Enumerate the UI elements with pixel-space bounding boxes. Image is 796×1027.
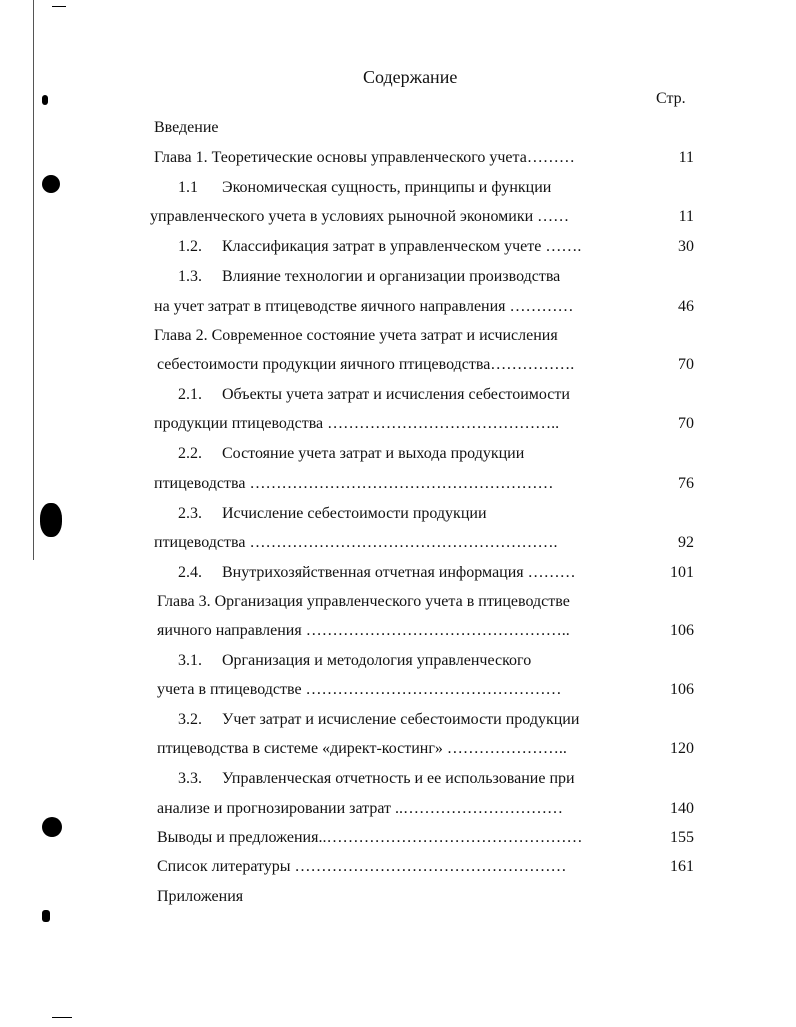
toc-references-page: 161	[670, 858, 694, 875]
toc-section-2-4-number: 2.4.	[178, 564, 202, 581]
punch-hole-mark	[42, 910, 50, 922]
toc-section-3-1-number: 3.1.	[178, 652, 202, 669]
toc-introduction: Введение	[154, 119, 219, 136]
page-column-header: Стр.	[656, 90, 686, 107]
toc-section-2-1	[178, 385, 570, 405]
toc-section-2-4-page: 101	[670, 564, 694, 581]
toc-section-3-3-page: 140	[670, 800, 694, 817]
toc-section-1-1-cont: управленческого учета в условиях рыночной экономики ……	[150, 208, 570, 225]
toc-section-3-3-cont: анализе и прогнозировании затрат ..…………………………	[157, 800, 564, 817]
punch-hole	[42, 817, 62, 837]
toc-chapter-3-cont: яичного направления …………………………………………..	[157, 622, 570, 639]
toc-section-2-2-number: 2.2.	[178, 445, 202, 462]
toc-section-3-1-page: 106	[670, 681, 694, 698]
toc-section-1-1-page: 11	[678, 208, 694, 225]
toc-conclusions-page: 155	[670, 829, 694, 846]
toc-section-2-2-page: 76	[678, 475, 694, 492]
toc-section-2-3-page: 92	[678, 534, 694, 551]
toc-section-2-2	[178, 444, 524, 464]
toc-references: Список литературы ……………………………………………	[157, 858, 567, 875]
toc-section-1-3-number: 1.3.	[178, 268, 202, 285]
toc-section-2-3-title: Исчисление себестоимости продукции	[222, 505, 487, 522]
toc-section-2-1-title: Объекты учета затрат и исчисления себестоимости	[222, 386, 570, 403]
toc-section-3-1-cont: учета в птицеводстве …………………………………………	[157, 681, 562, 698]
toc-chapter-1-page: 11	[678, 149, 694, 166]
toc-section-3-3	[178, 769, 575, 789]
toc-conclusions: Выводы и предложения..…………………………………………	[157, 829, 583, 846]
toc-section-2-1-page: 70	[678, 415, 694, 432]
scan-mark-top	[52, 6, 66, 7]
punch-hole	[40, 503, 62, 537]
toc-section-3-2-page: 120	[670, 740, 694, 757]
toc-section-2-1-number: 2.1.	[178, 386, 202, 403]
toc-section-1-1-number: 1.1	[178, 179, 198, 196]
toc-section-1-3	[178, 267, 560, 287]
page-title: Содержание	[363, 67, 458, 87]
toc-section-2-2-title: Состояние учета затрат и выхода продукции	[222, 445, 525, 462]
toc-section-1-2	[178, 237, 581, 257]
toc-section-3-2-number: 3.2.	[178, 711, 202, 728]
toc-section-3-3-number: 3.3.	[178, 770, 202, 787]
toc-section-2-2-cont: птицеводства …………………………………………………	[154, 475, 554, 492]
scan-mark-bottom	[52, 1017, 72, 1018]
toc-chapter-1: Глава 1. Теоретические основы управленческого учета………	[154, 149, 575, 166]
toc-section-2-3-cont: птицеводства ………………………………………………….	[154, 534, 558, 551]
toc-section-2-3-number: 2.3.	[178, 505, 202, 522]
toc-chapter-2-cont: себестоимости продукции яичного птицеводства…………….	[157, 356, 575, 373]
toc-section-1-2-title: Классификация затрат в управленческом учете …….	[222, 238, 582, 255]
toc-section-1-1	[178, 178, 551, 198]
toc-chapter-3-page: 106	[670, 622, 694, 639]
toc-section-1-1-title: Экономическая сущность, принципы и функции	[222, 179, 552, 196]
toc-section-3-2-title: Учет затрат и исчисление себестоимости продукции	[222, 711, 580, 728]
toc-section-3-2-cont: птицеводства в системе «директ-костинг» …………………..	[157, 740, 567, 757]
toc-chapter-3: Глава 3. Организация управленческого учета в птицеводстве	[157, 593, 570, 610]
punch-hole	[42, 175, 60, 193]
scan-edge-line	[33, 0, 34, 560]
toc-section-2-1-cont: продукции птицеводства ……………………………………..	[154, 415, 560, 432]
toc-appendices: Приложения	[157, 888, 244, 905]
toc-section-2-4-title: Внутрихозяйственная отчетная информация ………	[222, 564, 576, 581]
punch-hole-mark	[42, 95, 48, 105]
toc-section-3-3-title: Управленческая отчетность и ее использование при	[222, 770, 575, 787]
toc-section-3-1-title: Организация и методология управленческого	[222, 652, 532, 669]
toc-chapter-2: Глава 2. Современное состояние учета затрат и исчисления	[154, 327, 558, 344]
toc-section-1-3-page: 46	[678, 298, 694, 315]
toc-section-1-3-cont: на учет затрат в птицеводстве яичного направления …………	[154, 298, 574, 315]
toc-section-3-2	[178, 710, 579, 730]
toc-section-2-4	[178, 563, 576, 583]
toc-section-3-1	[178, 651, 531, 671]
toc-section-1-2-number: 1.2.	[178, 238, 202, 255]
toc-section-1-2-page: 30	[678, 238, 694, 255]
toc-section-2-3	[178, 504, 487, 524]
toc-chapter-2-page: 70	[678, 356, 694, 373]
toc-section-1-3-title: Влияние технологии и организации производства	[222, 268, 561, 285]
